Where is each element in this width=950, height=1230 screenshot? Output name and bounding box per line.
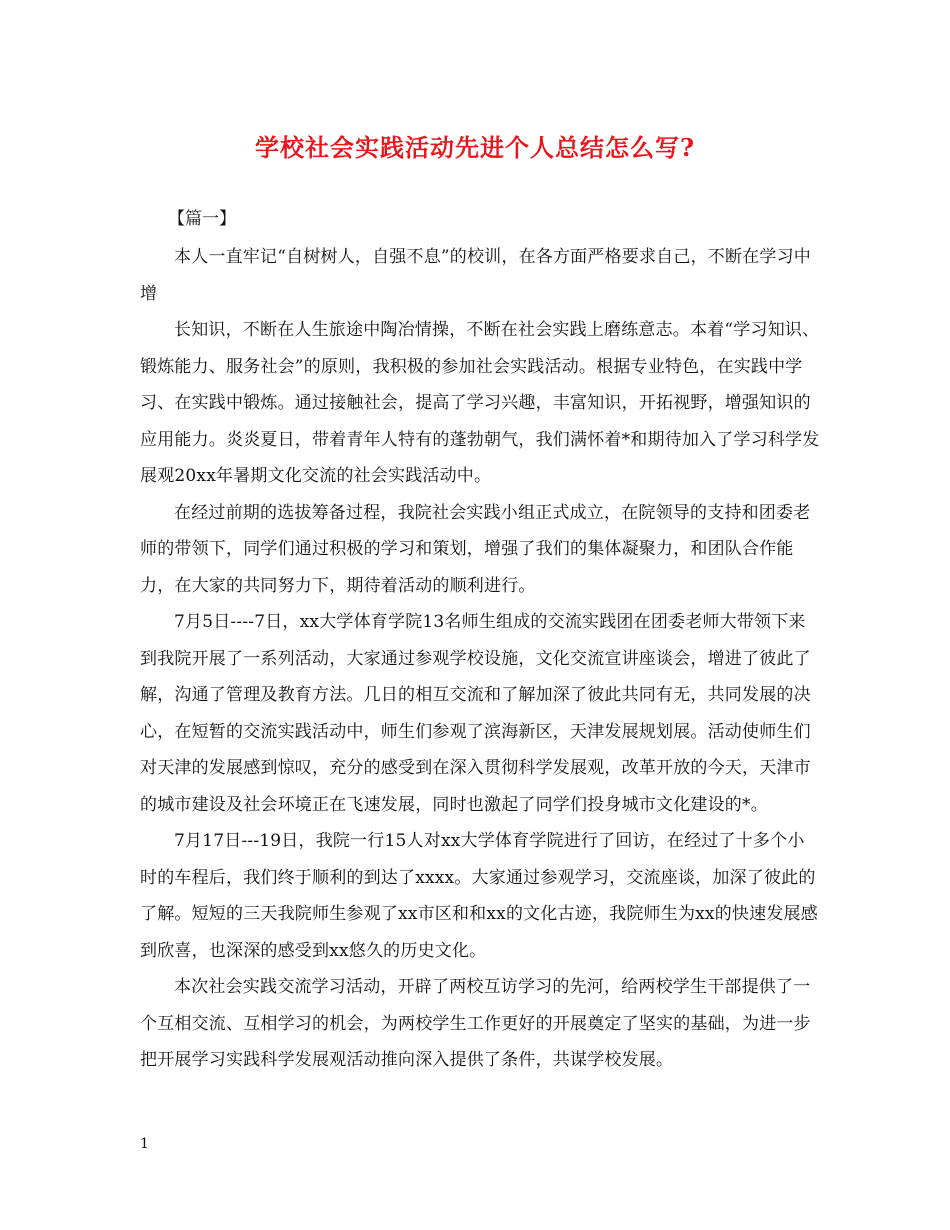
paragraph-6: 本次社会实践交流学习活动，开辟了两校互访学习的先河，给两校学生干部提供了一个互相交流、互相学习的机会，为两校学生工作更好的开展奠定了坚实的基础，为进一步把开展学习实践科学发展观活动推向深入提供了条件，共谋学校发展。 [140,977,811,1070]
paragraph-3: 在经过前期的选拔筹备过程，我院社会实践小组正式成立，在院领导的支持和团委老师的带领下，同学们通过积极的学习和策划，增强了我们的集体凝聚力，和团队合作能力，在大家的共同努力下，期待着活动的顺利进行。 [140,502,811,596]
section-label: 【篇一】 [168,209,236,229]
paragraph-2: 长知识，不断在人生旅途中陶冶情操，不断在社会实践上磨练意志。本着“学习知识、锻炼能力、服务社会”的原则，我积极的参加社会实践活动。根据专业特色，在实践中学习、在实践中锻炼。通过接触社会，提高了学习兴趣，丰富知识，开拓视野，增强知识的应用能力。炎炎夏日，带着青年人特有的蓬勃朝气，我们满怀着*和期待加入了学习科学发展观20xx年暑期文化交流的社会实践活动中。 [140,320,820,486]
paragraph-1: 本人一直牢记“自树树人，自强不息”的校训，在各方面严格要求自己，不断在学习中增 [140,247,811,304]
paragraph-4: 7月5日----7日，xx大学体育学院13名师生组成的交流实践团在团委老师大带领下来到我院开展了一系列活动，大家通过参观学校设施，文化交流宣讲座谈会，增进了彼此了解，沟通了管理及教育方法。几日的相互交流和了解加深了彼此共同有无，共同发展的决心，在短暂的交流实践活动中，师生们参观了滨海新区，天津发展规划展。活动使师生们对天津的发展感到惊叹，充分的感受到在深入贯彻科学发展观，改革开放的今天，天津市的城市建设及社会环境正在飞速发展，同时也激起了同学们投身城市文化建设的*。 [140,612,811,815]
paragraph-5: 7月17日---19日，我院一行15人对xx大学体育学院进行了回访，在经过了十多个小时的车程后，我们终于顺利的到达了xxxx。大家通过参观学习，交流座谈，加深了彼此的了解。短短的三天我院师生参观了xx市区和和xx的文化古迹，我院师生为xx的快速发展感到欣喜，也深深的感受到xx悠久的历史文化。 [140,831,818,961]
document-body [140,239,820,1079]
page-number: 1 [140,1136,149,1152]
document-title: 学校社会实践活动先进个人总结怎么写? [254,133,696,162]
